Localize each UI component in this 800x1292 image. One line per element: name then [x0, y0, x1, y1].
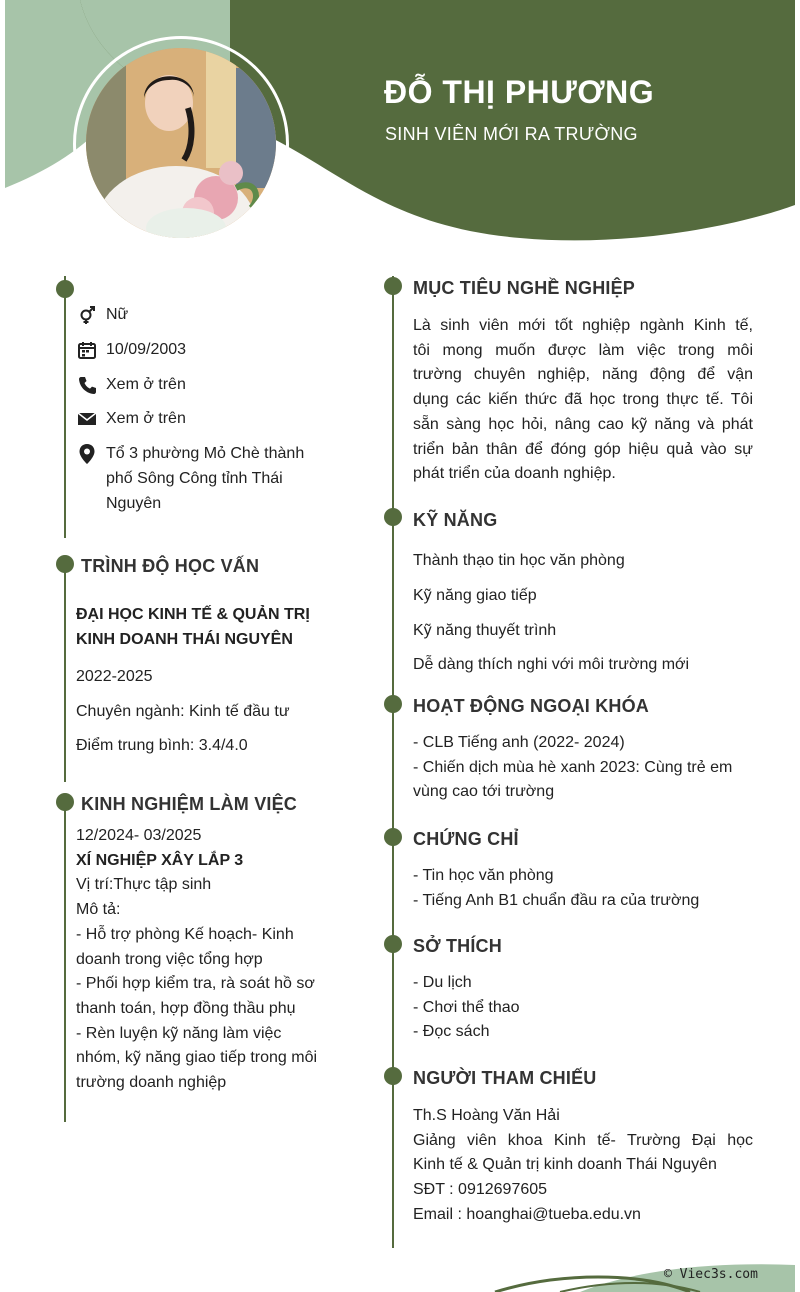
candidate-name: ĐỖ THỊ PHƯƠNG — [384, 74, 655, 110]
left-timeline-1 — [64, 276, 66, 538]
birthday-value: 10/09/2003 — [106, 341, 187, 358]
education-major: Chuyên ngành: Kinh tế đầu tư — [76, 703, 290, 720]
activities-heading: HOẠT ĐỘNG NGOẠI KHÓA — [413, 696, 649, 716]
skill-item: Kỹ năng thuyết trình — [413, 622, 557, 639]
experience-desc-label: Mô tả: — [76, 901, 121, 919]
experience-position: Vị trí:Thực tập sinh — [76, 876, 212, 894]
avatar — [86, 48, 276, 238]
experience-block: 12/2024- 03/2025 XÍ NGHIỆP XÂY LẮP 3 Vị trí:Thực tập sinh Mô tả: - Hỗ trợ phòng Kế hoạch- Kinh doanh trong việc tổng hợp - Phối hợp kiểm tra, rà soát hồ sơ thanh toán, hợp đồng thầu phụ - Rèn luyện kỹ năng làm việc nhóm, kỹ năng giao tiếp trong môi trường doanh nghiệp — [76, 827, 318, 1092]
experience-heading: KINH NGHIỆM LÀM VIỆC — [81, 794, 298, 814]
copyright: © Viec3s.com — [664, 1267, 758, 1282]
timeline-dot — [384, 828, 402, 846]
left-timeline-2 — [64, 556, 66, 782]
contact-gender — [76, 304, 128, 327]
skills-heading: KỸ NĂNG — [413, 510, 498, 530]
contact-email — [76, 408, 186, 431]
timeline-dot — [384, 695, 402, 713]
skill-item: Kỹ năng giao tiếp — [413, 587, 537, 604]
education-gpa: Điểm trung bình: 3.4/4.0 — [76, 737, 248, 754]
right-timeline — [392, 276, 394, 1248]
address-value: Tổ 3 phường Mỏ Chè thành phố Sông Công tỉnh Thái Nguyên — [106, 445, 305, 512]
timeline-dot — [384, 277, 402, 295]
gender-icon — [76, 304, 98, 326]
gender-value: Nữ — [106, 306, 129, 323]
timeline-dot — [384, 508, 402, 526]
timeline-dot — [384, 1067, 402, 1085]
email-value: Xem ở trên — [106, 410, 186, 427]
experience-period: 12/2024- 03/2025 — [76, 827, 202, 844]
timeline-dot — [56, 555, 74, 573]
certificates-heading: CHỨNG CHỈ — [413, 829, 519, 849]
left-timeline-3 — [64, 794, 66, 1122]
contact-birthday — [76, 339, 186, 362]
education-school: ĐẠI HỌC KINH TẾ & QUẢN TRỊ KINH DOANH THÁI NGUYÊN — [76, 606, 310, 648]
skill-item: Thành thạo tin học văn phòng — [413, 552, 625, 569]
candidate-title: SINH VIÊN MỚI RA TRƯỜNG — [385, 124, 638, 144]
avatar-photo — [86, 48, 276, 238]
objective-heading: MỤC TIÊU NGHỀ NGHIỆP — [413, 278, 636, 298]
activities-text: - CLB Tiếng anh (2022- 2024) - Chiến dịch mùa hè xanh 2023: Cùng trẻ em vùng cao tới trường — [413, 734, 733, 801]
contact-phone — [76, 374, 186, 397]
certificates-text: - Tin học văn phòng - Tiếng Anh B1 chuẩn đầu ra của trường — [413, 867, 700, 909]
reference-heading: NGƯỜI THAM CHIẾU — [413, 1068, 597, 1088]
skill-item: Dễ dàng thích nghi với môi trường mới — [413, 656, 690, 673]
education-years: 2022-2025 — [76, 668, 153, 685]
timeline-dot — [56, 793, 74, 811]
location-icon — [76, 443, 98, 465]
hobbies-heading: SỞ THÍCH — [413, 936, 502, 956]
experience-company: XÍ NGHIỆP XÂY LẮP 3 — [76, 851, 244, 869]
contact-address — [76, 443, 304, 516]
hobbies-text: - Du lịch - Chơi thể thao - Đọc sách — [413, 974, 520, 1041]
email-icon — [76, 408, 98, 430]
phone-icon — [76, 374, 98, 396]
objective-text: Là sinh viên mới tốt nghiệp ngành Kinh tế, tôi mong muốn được làm việc trong môi trường chuyên nghiệp, năng động để vận dụng các kiến thức đã học trong thực tế. Tôi sẵn sàng học hỏi, nâng cao kỹ năng và phát triển bản thân để đóng góp hiệu quả vào sự phát triển của doanh nghiệp. — [413, 317, 753, 483]
phone-value: Xem ở trên — [106, 376, 186, 393]
timeline-dot — [384, 935, 402, 953]
calendar-icon — [76, 339, 98, 361]
education-heading: TRÌNH ĐỘ HỌC VẤN — [81, 556, 260, 576]
timeline-dot — [56, 280, 74, 298]
reference-text: Th.S Hoàng Văn Hải Giảng viên khoa Kinh tế- Trường Đại học Kinh tế & Quản trị kinh doanh Thái Nguyên SĐT : 0912697605 Email : hoanghai@tueba.edu.vn — [413, 1107, 753, 1223]
